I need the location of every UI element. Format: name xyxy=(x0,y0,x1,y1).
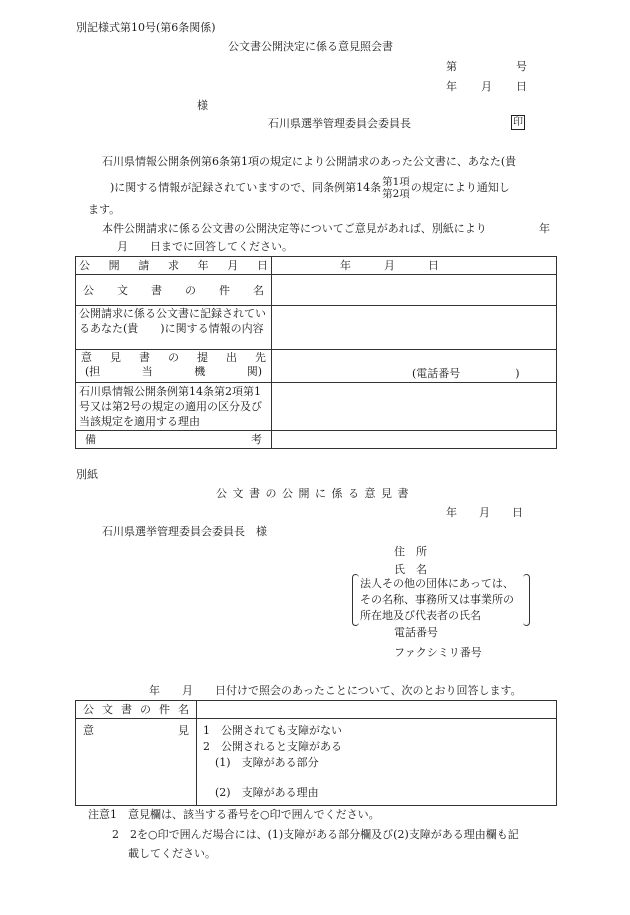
remarks-label: 備 考 xyxy=(76,431,272,449)
annex-label: 別紙 xyxy=(76,468,98,481)
body-line-3: ます。 xyxy=(88,203,121,216)
body-line-2-end: の規定により通知し xyxy=(410,181,510,194)
paragraph-choice-1: 第1項 xyxy=(382,176,410,188)
doc-number-suffix: 号 xyxy=(516,60,527,73)
body-line-2-start: )に関する情報が記録されていますので、同条例第14条 xyxy=(110,181,382,194)
reply-statement: 年 月 日付けで照会のあったことについて、次のとおり回答します。 xyxy=(149,684,522,697)
right-bracket xyxy=(523,574,530,626)
body-line-2 xyxy=(110,176,510,200)
fax-label: ファクシミリ番号 xyxy=(394,646,482,659)
corporate-note-line-3: 所在地及び代表者の氏名 xyxy=(360,609,481,622)
recorded-info-label: 公開請求に係る公文書に記録されているあなた(貴 )に関する情報の内容 xyxy=(76,306,272,350)
doc-number-prefix: 第 xyxy=(446,60,457,73)
annex-title: 公文書の公開に係る意見書 xyxy=(216,487,414,500)
opinion-table xyxy=(75,700,557,806)
date-day: 日 xyxy=(516,80,527,93)
submission-dest-value[interactable]: (電話番号 ) xyxy=(272,350,557,383)
sender-name: 石川県選挙管理委員会委員長 xyxy=(268,117,411,130)
affected-reason: (2) 支障がある理由 xyxy=(215,786,319,799)
date-year: 年 xyxy=(446,80,457,93)
body-line-1: 石川県情報公開条例第6条第1項の規定により公開請求のあった公文書に、あなた(貴 xyxy=(102,155,517,168)
note-2-continued: 載してください。 xyxy=(128,847,216,860)
addressee-honorific: 様 xyxy=(197,99,208,112)
corporate-note-line-1: 法人その他の団体にあっては、 xyxy=(360,577,514,590)
opinion-option-2[interactable]: 2 公開されると支障がある xyxy=(203,740,342,753)
seal-text: 印 xyxy=(513,117,523,128)
annex-date: 年 月 日 xyxy=(446,506,523,519)
phone-label: 電話番号 xyxy=(394,626,438,639)
recorded-info-value[interactable] xyxy=(272,306,557,350)
address-label: 住 所 xyxy=(394,545,427,558)
paragraph-choice-2: 第2項 xyxy=(382,188,410,200)
affected-part: (1) 支障がある部分 xyxy=(215,756,319,769)
corporate-note xyxy=(352,574,530,624)
submission-dest-label: 意 見 書 の 提 出 先 (担 当 機 関) xyxy=(76,350,272,383)
inquiry-table xyxy=(75,256,557,449)
seal-mark xyxy=(511,115,525,130)
applied-provision-value[interactable] xyxy=(272,383,557,431)
date-month: 月 xyxy=(481,80,492,93)
annex-subject-label: 公 文 書 の 件 名 xyxy=(76,701,197,719)
corporate-note-line-2: その名称、事務所又は事業所の xyxy=(360,593,514,606)
reply-deadline-year: 年 xyxy=(539,222,550,235)
form-id: 別記様式第10号(第6条関係) xyxy=(76,21,216,34)
request-date-label: 公 開 請 求 年 月 日 xyxy=(76,257,272,275)
applied-provision-label: 石川県情報公開条例第14条第2項第1号又は第2号の規定の適用の区分及び当該規定を適用する理由 xyxy=(76,383,272,431)
name-label: 氏 名 xyxy=(394,563,427,576)
annex-subject-value[interactable] xyxy=(197,701,557,719)
corporate-note-text xyxy=(360,576,514,624)
paragraph-choice xyxy=(382,176,410,200)
left-bracket xyxy=(352,574,359,626)
body-line-4: 本件公開請求に係る公文書の公開決定等についてご意見があれば、別紙により xyxy=(102,222,487,235)
opinion-label: 意 見 xyxy=(76,719,197,806)
request-date-value[interactable]: 年 月 日 xyxy=(272,257,557,275)
note-2: 2 2を○印で囲んだ場合には、(1)支障がある部分欄及び(2)支障がある理由欄も記 xyxy=(112,828,519,841)
opinion-value[interactable] xyxy=(197,719,557,806)
body-line-5: 月 日までに回答してください。 xyxy=(117,240,293,253)
document-subject-label: 公 文 書 の 件 名 xyxy=(76,275,272,306)
note-1: 注意1 意見欄は、該当する番号を○印で囲んでください。 xyxy=(88,808,380,821)
remarks-value[interactable] xyxy=(272,431,557,449)
annex-addressee: 石川県選挙管理委員会委員長 様 xyxy=(102,525,267,538)
opinion-option-1[interactable]: 1 公開されても支障がない xyxy=(203,724,342,737)
document-subject-value[interactable] xyxy=(272,275,557,306)
document-title: 公文書公開決定に係る意見照会書 xyxy=(228,40,393,53)
